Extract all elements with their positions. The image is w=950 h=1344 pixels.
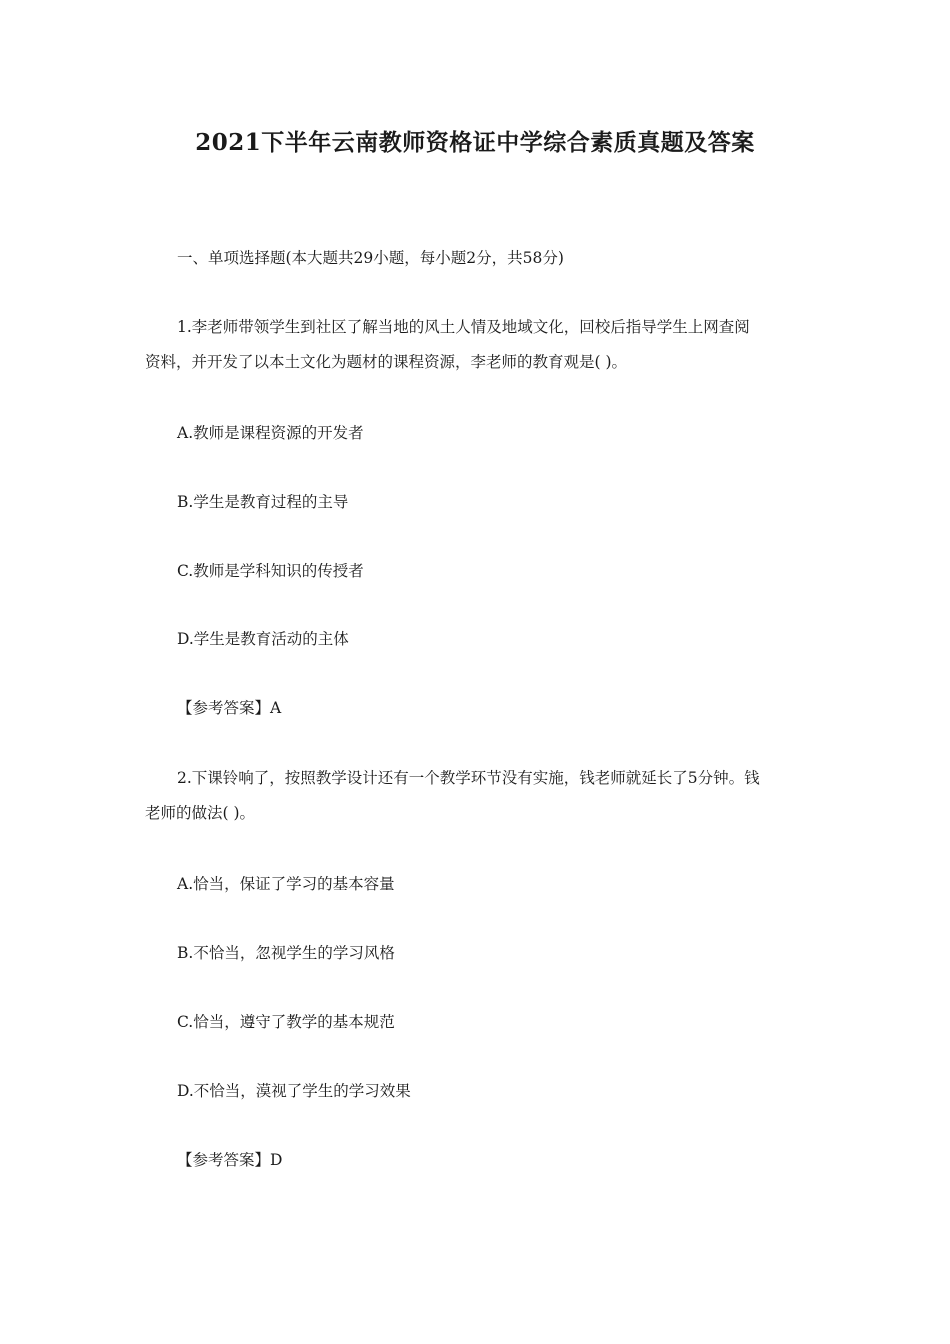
- question-1-option-c: C.教师是学科知识的传授者: [177, 562, 364, 580]
- question-2-stem-line-2: 老师的做法( )。: [145, 804, 256, 822]
- document-title: 2021下半年云南教师资格证中学综合素质真题及答案: [195, 129, 755, 156]
- question-1-option-d: D.学生是教育活动的主体: [177, 630, 349, 648]
- question-2-stem-line-1: 2.下课铃响了，按照教学设计还有一个教学环节没有实施，钱老师就延长了5分钟。钱: [177, 769, 760, 787]
- question-1-option-a: A.教师是课程资源的开发者: [177, 424, 364, 442]
- section-heading: 一、单项选择题(本大题共29小题，每小题2分，共58分): [177, 249, 564, 267]
- question-1-stem-line-2: 资料，并开发了以本土文化为题材的课程资源，李老师的教育观是( )。: [145, 353, 628, 371]
- question-2-option-d: D.不恰当，漠视了学生的学习效果: [177, 1082, 411, 1100]
- question-2-option-b: B.不恰当，忽视学生的学习风格: [177, 944, 395, 962]
- question-2-option-a: A.恰当，保证了学习的基本容量: [177, 875, 395, 893]
- question-1-stem-line-1: 1.李老师带领学生到社区了解当地的风土人情及地域文化，回校后指导学生上网查阅: [177, 318, 750, 336]
- question-2-answer: 【参考答案】D: [177, 1151, 283, 1169]
- question-1-option-b: B.学生是教育过程的主导: [177, 493, 349, 511]
- question-1-answer: 【参考答案】A: [177, 699, 282, 717]
- question-2-option-c: C.恰当，遵守了教学的基本规范: [177, 1013, 395, 1031]
